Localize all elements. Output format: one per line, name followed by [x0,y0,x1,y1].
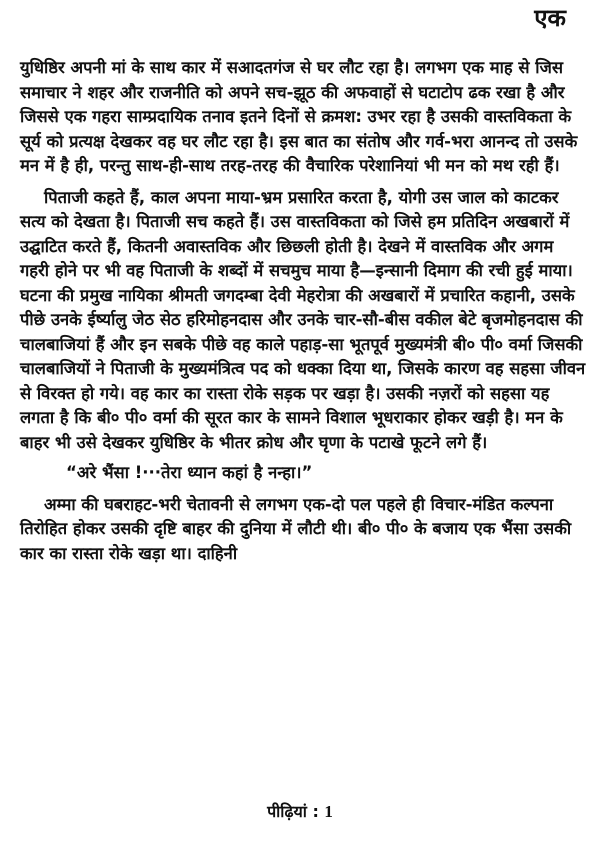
dialogue-line: “अरे भैंसा !···तेरा ध्यान कहां है नन्हा।” [66,463,313,482]
paragraph: युधिष्ठिर अपनी मां के साथ कार में सआदतगंज से घर लौट रहा है। लगभग एक माह से जिस समाचार ने शहर और राजनीति को अपने सच-झूठ की अफवाहों से घटाटोप ढक रखा है और जिससे एक गहरा साम्प्रदायिक तनाव इतने दिनों से क्रमश: उभर रहा है उसकी वास्तविकता के सूर्य को प्रत्यक्ष देखकर वह घर लौट रहा है। इस बात का संतोष और गर्व-भरा आनन्द तो उसके मन में है ही, परन्तु साथ-ही-साथ तरह-तरह की वैचारिक परेशानियां भी मन को मथ रही हैं। [20,58,578,175]
paragraph: पिताजी कहते हैं, काल अपना माया-भ्रम प्रसारित करता है, योगी उस जाल को काटकर सत्य को देखता है। पिताजी सच कहते हैं। उस वास्तविकता को जिसे हम प्रतिदिन अखबारों में उद्घाटित करते हैं, कितनी अवास्तविक और छिछली होती है। देखने में वास्तविक और अगम गहरी होने पर भी वह पिताजी के शब्दों में सचमुच माया है—इन्सानी दिमाग की रची हुई माया। घटना की प्रमुख नायिका श्रीमती जगदम्बा देवी मेहरोत्रा की अखबारों में प्रचारित कहानी, उसके पीछे उनके ईर्ष्यालु जेठ सेठ हरिमोहनदास और उनके चार-सौ-बीस वकील बेटे बृजमोहनदास की चालबाजियां हैं और इन सबके पीछे वह काले पहाड़-सा भूतपूर्व मुख्यमंत्री बी० पी० वर्मा जिसकी चालबाजियों ने पिताजी के मुख्यमंत्रित्व पद को धक्का दिया था, जिसके कारण वह सहसा जीवन से विरक्त हो गये। वह कार का रास्ता रोके सड़क पर खड़ा है। उसकी नज़रों को सहसा यह लगता है कि बी० पी० वर्मा की सूरत कार के सामने विशाल भूधराकार होकर खड़ी है। मन के बाहर भी उसे देखकर युधिष्ठिर के भीतर क्रोध और घृणा के पटाखे फूटने लगे हैं। [20,187,586,452]
page-footer [0,801,600,823]
page-number: 1 [324,802,333,821]
body-text [20,56,586,566]
running-title: पीढ़ियां : [267,802,319,821]
chapter-number: एक [534,4,566,32]
paragraph: अम्मा की घबराहट-भरी चेतावनी से लगभग एक-दो पल पहले ही विचार-मंडित कल्पना तिरोहित होकर उसकी दृष्टि बाहर की दुनिया में लौटी थी। बी० पी० के बजाय एक भैंसा उसकी कार का रास्ता रोके खड़ा था। दाहिनी [20,494,572,563]
